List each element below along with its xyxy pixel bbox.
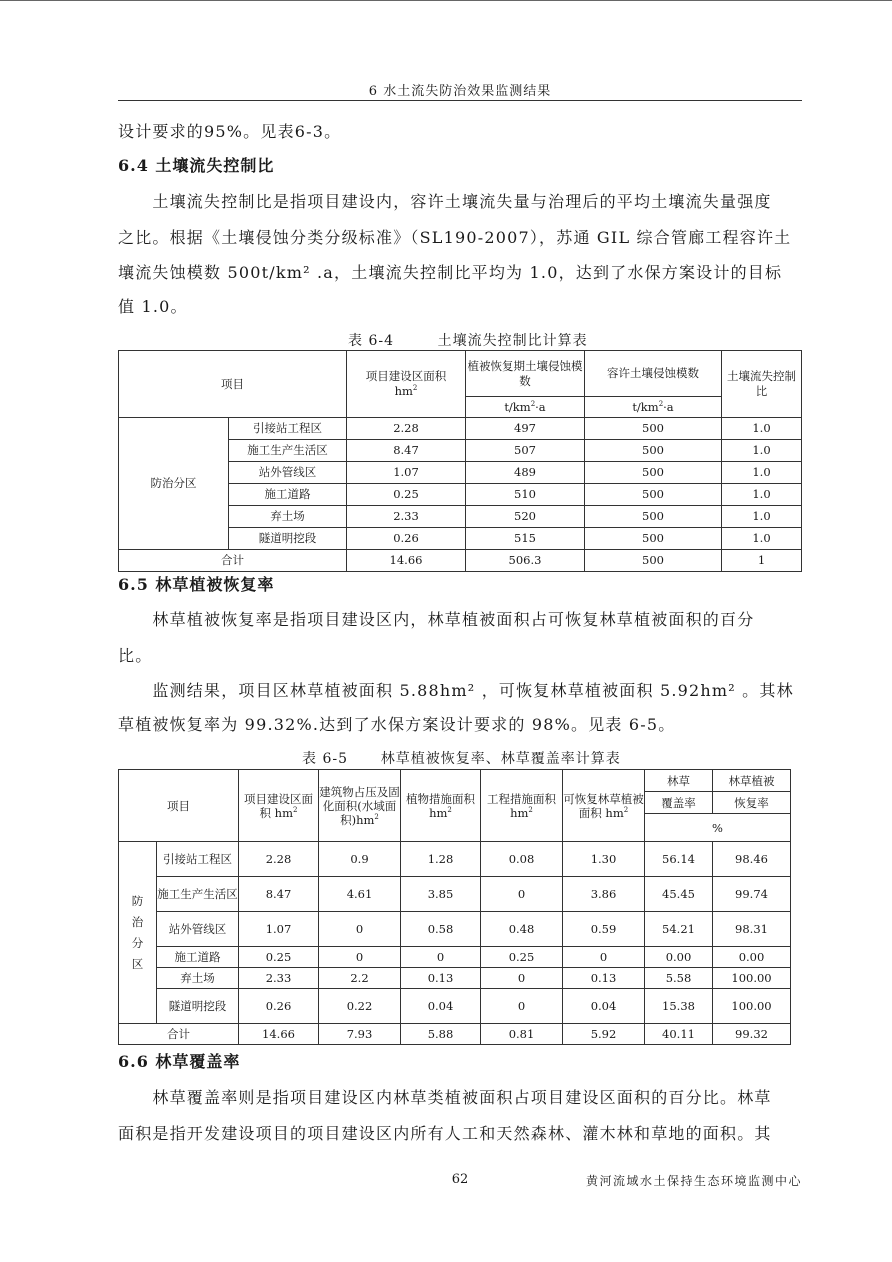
cell-ratio: 1.0 [722, 462, 802, 484]
paragraph-line: 林草植被恢复率是指项目建设区内，林草植被面积占可恢复林草植被面积的百分 [118, 610, 755, 629]
total-area: 14.66 [239, 1024, 319, 1045]
cell-building: 4.61 [319, 877, 401, 912]
soil-loss-control-table [118, 350, 802, 572]
cell-eng: 0.08 [481, 842, 563, 877]
cell-eng: 0.48 [481, 912, 563, 947]
table-caption-6-4: 表 6-4 土壤流失控制比计算表 [348, 333, 588, 349]
cell-building: 0 [319, 912, 401, 947]
cell-eng: 0.25 [481, 947, 563, 968]
paragraph-line: 比。 [118, 646, 153, 665]
cell-cover: 56.14 [645, 842, 713, 877]
row-name: 施工道路 [157, 947, 239, 968]
cell-cover: 45.45 [645, 877, 713, 912]
header-veg-measure-area: 植物措施面积 $hm^2$ [401, 770, 481, 842]
cell-veg: 0.13 [401, 968, 481, 989]
cell-eng: 0 [481, 877, 563, 912]
cell-ratio: 1.0 [722, 484, 802, 506]
header-item: 项目 [119, 770, 239, 842]
group-label: 防治分区 [119, 418, 229, 550]
table-row [119, 418, 802, 440]
paragraph-line: 之比。根据《土壤侵蚀分类分级标准》（SL190-2007），苏通 GIL 综合管廊工程容许土 [118, 228, 792, 247]
paragraph-line: 监测结果，项目区林草植被面积 5.88hm² ，可恢复林草植被面积 5.92hm² 。其林 [118, 681, 794, 700]
page-top-border [0, 0, 892, 1]
cell-ratio: 1.0 [722, 506, 802, 528]
cell-building: 0.22 [319, 989, 401, 1024]
cell-allowed: 500 [585, 462, 722, 484]
page-number: 62 [451, 1172, 469, 1187]
cell-ratio: 1.0 [722, 528, 802, 550]
cell-restorable: 3.86 [563, 877, 645, 912]
cell-building: 0.9 [319, 842, 401, 877]
cell-area: 0.26 [239, 989, 319, 1024]
running-header: 6 水土流失防治效果监测结果 [368, 84, 552, 99]
cell-building: 0 [319, 947, 401, 968]
total-label: 合计 [119, 550, 347, 572]
cell-allowed: 500 [585, 440, 722, 462]
header-recovery-top: 林草植被 [713, 770, 791, 792]
cell-cover: 5.58 [645, 968, 713, 989]
cell-area: 1.07 [239, 912, 319, 947]
paragraph-line: 林草覆盖率则是指项目建设区内林草类植被面积占项目建设区面积的百分比。林草 [118, 1088, 772, 1107]
cell-eng: 0 [481, 968, 563, 989]
total-eng: 0.81 [481, 1024, 563, 1045]
row-name: 站外管线区 [229, 462, 347, 484]
cell-veg: 0 [401, 947, 481, 968]
total-cover: 40.11 [645, 1024, 713, 1045]
row-name: 施工生产生活区 [229, 440, 347, 462]
cell-building: 2.2 [319, 968, 401, 989]
group-label: 防治分区 [119, 842, 157, 1024]
header-cover-bottom: 覆盖率 [645, 792, 713, 814]
total-area: 14.66 [347, 550, 466, 572]
cell-recovery: 497 [466, 418, 585, 440]
cell-restorable: 0.13 [563, 968, 645, 989]
table-row [119, 877, 791, 912]
header-control-ratio: 土壤流失控制比 [722, 351, 802, 418]
cell-veg: 1.28 [401, 842, 481, 877]
cell-recovery: 520 [466, 506, 585, 528]
header-allowed-modulus: 容许土壤侵蚀模数 [585, 351, 722, 397]
header-building-area: 建筑物占压及固化面积(水域面积)$hm^2$ [319, 770, 401, 842]
vegetation-recovery-table [118, 769, 791, 1045]
intro-paragraph: 设计要求的95%。见表6-3。 [118, 122, 342, 141]
cell-allowed: 500 [585, 418, 722, 440]
table-row [119, 989, 791, 1024]
row-name: 弃土场 [229, 506, 347, 528]
cell-allowed: 500 [585, 528, 722, 550]
header-recovery-modulus: 植被恢复期土壤侵蚀模数 [466, 351, 585, 397]
table-row [119, 968, 791, 989]
cell-allowed: 500 [585, 484, 722, 506]
row-name: 引接站工程区 [157, 842, 239, 877]
cell-area: 0.25 [347, 484, 466, 506]
cell-recovery: 0.00 [713, 947, 791, 968]
cell-eng: 0 [481, 989, 563, 1024]
table-row [119, 842, 791, 877]
cell-cover: 15.38 [645, 989, 713, 1024]
cell-area: 1.07 [347, 462, 466, 484]
cell-restorable: 1.30 [563, 842, 645, 877]
cell-area: 2.28 [239, 842, 319, 877]
cell-restorable: 0.04 [563, 989, 645, 1024]
row-name: 隧道明挖段 [157, 989, 239, 1024]
cell-ratio: 1.0 [722, 418, 802, 440]
total-restorable: 5.92 [563, 1024, 645, 1045]
total-veg: 5.88 [401, 1024, 481, 1045]
cell-recovery: 510 [466, 484, 585, 506]
table-total-row [119, 1024, 791, 1045]
total-allowed: 500 [585, 550, 722, 572]
header-recovery-unit: $t/km^2\cdot a$ [466, 397, 585, 418]
header-area: 项目建设区面积 $hm^2$ [347, 351, 466, 418]
cell-area: 2.33 [347, 506, 466, 528]
cell-cover: 0.00 [645, 947, 713, 968]
table-row [119, 947, 791, 968]
paragraph-line: 值 1.0。 [118, 297, 188, 316]
header-cover-top: 林草 [645, 770, 713, 792]
cell-area: 8.47 [347, 440, 466, 462]
row-name: 施工道路 [229, 484, 347, 506]
table-row [119, 912, 791, 947]
row-name: 引接站工程区 [229, 418, 347, 440]
cell-area: 0.25 [239, 947, 319, 968]
paragraph-line: 土壤流失控制比是指项目建设内，容许土壤流失量与治理后的平均土壤流失量强度 [118, 192, 772, 211]
cell-veg: 0.04 [401, 989, 481, 1024]
paragraph-line: 草植被恢复率为 99.32%.达到了水保方案设计要求的 98%。见表 6-5。 [118, 715, 676, 734]
cell-cover: 54.21 [645, 912, 713, 947]
cell-veg: 3.85 [401, 877, 481, 912]
row-name: 隧道明挖段 [229, 528, 347, 550]
header-percent-unit: % [645, 814, 791, 842]
paragraph-line: 壤流失蚀模数 500t/km² .a，土壤流失控制比平均为 1.0，达到了水保方案设计的目标 [118, 263, 783, 282]
cell-allowed: 500 [585, 506, 722, 528]
cell-recovery: 100.00 [713, 968, 791, 989]
header-restorable-area: 可恢复林草植被面积 $hm^2$ [563, 770, 645, 842]
total-recovery: 99.32 [713, 1024, 791, 1045]
cell-area: 0.26 [347, 528, 466, 550]
total-recovery: 506.3 [466, 550, 585, 572]
cell-recovery: 507 [466, 440, 585, 462]
header-recovery-bottom: 恢复率 [713, 792, 791, 814]
table-total-row [119, 550, 802, 572]
cell-recovery: 99.74 [713, 877, 791, 912]
total-label: 合计 [119, 1024, 239, 1045]
total-ratio: 1 [722, 550, 802, 572]
cell-recovery: 98.46 [713, 842, 791, 877]
footer-organization: 黄河流域水土保持生态环境监测中心 [585, 1174, 802, 1188]
cell-recovery: 100.00 [713, 989, 791, 1024]
row-name: 施工生产生活区 [157, 877, 239, 912]
paragraph-line: 面积是指开发建设项目的项目建设区内所有人工和天然森林、灌木林和草地的面积。其 [118, 1124, 772, 1143]
cell-area: 8.47 [239, 877, 319, 912]
row-name: 弃土场 [157, 968, 239, 989]
total-building: 7.93 [319, 1024, 401, 1045]
section-heading-6-4: 6.4 土壤流失控制比 [118, 156, 275, 175]
cell-veg: 0.58 [401, 912, 481, 947]
table-caption-6-5: 表 6-5 林草植被恢复率、林草覆盖率计算表 [302, 751, 621, 767]
header-allowed-unit: $t/km^2\cdot a$ [585, 397, 722, 418]
header-item: 项目 [119, 351, 347, 418]
header-eng-measure-area: 工程措施面积 $hm^2$ [481, 770, 563, 842]
cell-restorable: 0 [563, 947, 645, 968]
header-rule [118, 100, 802, 101]
section-heading-6-5: 6.5 林草植被恢复率 [118, 575, 275, 594]
cell-restorable: 0.59 [563, 912, 645, 947]
row-name: 站外管线区 [157, 912, 239, 947]
header-area: 项目建设区面积 $hm^2$ [239, 770, 319, 842]
cell-recovery: 489 [466, 462, 585, 484]
cell-recovery: 98.31 [713, 912, 791, 947]
cell-area: 2.33 [239, 968, 319, 989]
cell-area: 2.28 [347, 418, 466, 440]
cell-recovery: 515 [466, 528, 585, 550]
section-heading-6-6: 6.6 林草覆盖率 [118, 1052, 241, 1071]
cell-ratio: 1.0 [722, 440, 802, 462]
